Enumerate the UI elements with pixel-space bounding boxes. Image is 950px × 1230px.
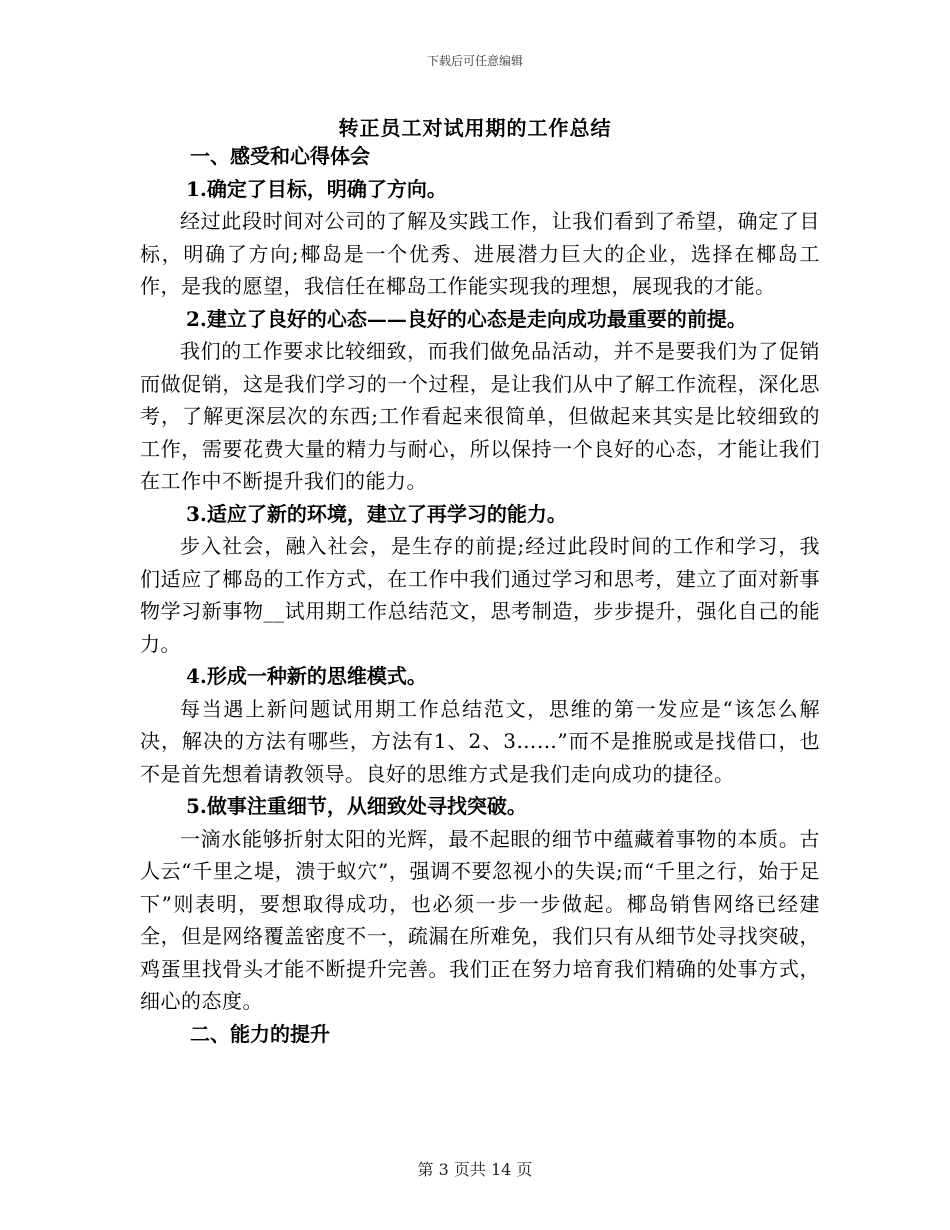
section-heading-2: 二、能力的提升 [190,1021,330,1046]
item-paragraph-5: 一滴水能够折射太阳的光辉，最不起眼的细节中蕴藏着事物的本质。古人云“千里之堤，溃于蚁穴”，强调不要忽视小的失误;而“千里之行，始于足下”则表明，要想取得成功，也必须一步一步做起。椰岛销售网络已经建全，但是网络覆盖密度不一，疏漏在所难免，我们只有从细节处寻找突破，鸡蛋里找骨头才能不断提升完善。我们正在努力培育我们精确的处事方式，细心的态度。 [140,826,820,1013]
item-paragraph-4: 每当遇上新问题试用期工作总结范文，思维的第一发应是“该怎么解决，解决的方法有哪些，方法有1、2、3……”而不是推脱或是找借口，也不是首先想着请教领导。良好的思维方式是我们走向成功的捷径。 [140,696,820,786]
page-footer: 第 3 页共 14 页 [417,1160,533,1179]
item-paragraph-1: 经过此段时间对公司的了解及实践工作，让我们看到了希望，确定了目标，明确了方向;椰岛是一个优秀、进展潜力巨大的企业，选择在椰岛工作，是我的愿望，我信任在椰岛工作能实现我的理想，展现我的才能。 [140,209,820,298]
item-heading-3: 3.适应了新的环境，建立了再学习的能力。 [186,501,567,526]
item-heading-4: 4.形成一种新的思维模式。 [186,664,427,688]
document-title: 转正员工对试用期的工作总结 [338,116,612,140]
section-heading-1: 一、感受和心得体会 [190,144,370,168]
header-note: 下载后可任意编辑 [426,54,523,68]
item-paragraph-2: 我们的工作要求比较细致，而我们做免品活动，并不是要我们为了促销而做促销，这是我们学习的一个过程，是让我们从中了解工作流程，深化思考，了解更深层次的东西;工作看起来很简单，但做起来其实是比较细致的工作，需要花费大量的精力与耐心，所以保持一个良好的心态，才能让我们在工作中不断提升我们的能力。 [140,339,820,493]
item-heading-2: 2.建立了良好的心态——良好的心态是走向成功最重要的前提。 [186,306,747,331]
item-heading-5: 5.做事注重细节，从细致处寻找突破。 [186,794,527,818]
item-paragraph-3: 步入社会，融入社会，是生存的前提;经过此段时间的工作和学习，我们适应了椰岛的工作方式，在工作中我们通过学习和思考，建立了面对新事物学习新事物__试用期工作总结范文，思考制造，步步提升，强化自己的能力。 [140,534,820,656]
item-heading-1: 1.确定了目标，明确了方向。 [186,176,447,201]
document-body [140,140,820,1050]
